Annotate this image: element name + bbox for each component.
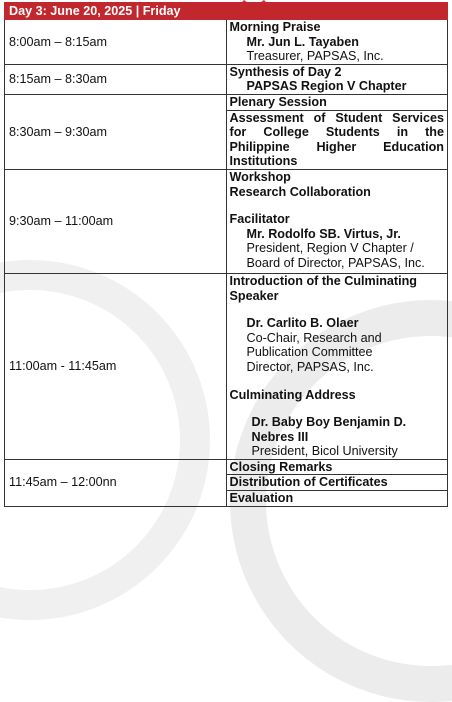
schedule-row [5,64,448,94]
facilitator-label: Facilitator [229,212,290,227]
schedule-row [5,169,448,273]
time-slot: 8:00am – 8:15am [5,20,227,65]
speaker-name: Dr. Carlito B. Olaer [246,316,359,331]
speaker-role: Director, PAPSAS, Inc. [246,359,374,374]
day-header: Day 3: June 20, 2025 | Friday [5,3,448,20]
facilitator-role: President, Region V Chapter / [246,241,414,256]
activity-title: Workshop [229,169,291,184]
time-slot: 8:15am – 8:30am [5,64,227,94]
schedule-row [5,94,448,110]
schedule-table [4,2,448,507]
facilitator-role: Board of Director, PAPSAS, Inc. [246,255,425,270]
speaker-name: Mr. Jun L. Tayaben [246,34,359,49]
activity-title: Synthesis of Day 2 [229,64,342,79]
activity-title: Plenary Session [226,94,448,110]
speaker-role: President, Bicol University [251,444,398,459]
activity-title: Introduction of the Culminating Speaker [229,273,417,303]
activity-subtitle: Research Collaboration [229,184,371,199]
schedule-row [5,273,448,459]
time-slot: 9:30am – 11:00am [5,169,227,273]
closing-item: Closing Remarks [226,459,448,475]
plenary-topic: Assessment of Student Services for College Students in the Philippine Higher Education Institutions [226,110,448,169]
activity-cell [226,64,448,94]
time-slot: 11:45am – 12:00nn [5,459,227,506]
activity-cell [226,20,448,65]
day-header-row [5,3,448,20]
schedule-row [5,20,448,65]
activity-title: Morning Praise [229,20,321,34]
activity-cell [226,169,448,273]
facilitator-name: Mr. Rodolfo SB. Virtus, Jr. [246,226,401,241]
activity-title: Culminating Address [229,387,356,402]
activity-subtitle: PAPSAS Region V Chapter [246,79,407,94]
activity-cell [226,273,448,459]
time-slot: 8:30am – 9:30am [5,94,227,169]
speaker-role: Treasurer, PAPSAS, Inc. [246,49,384,64]
closing-item: Distribution of Certificates [226,475,448,491]
speaker-role: Co-Chair, Research and Publication Committee [246,330,382,360]
schedule-row [5,459,448,475]
closing-item: Evaluation [226,491,448,507]
time-slot: 11:00am - 11:45am [5,273,227,459]
speaker-name: Dr. Baby Boy Benjamin D. Nebres III [251,415,407,444]
